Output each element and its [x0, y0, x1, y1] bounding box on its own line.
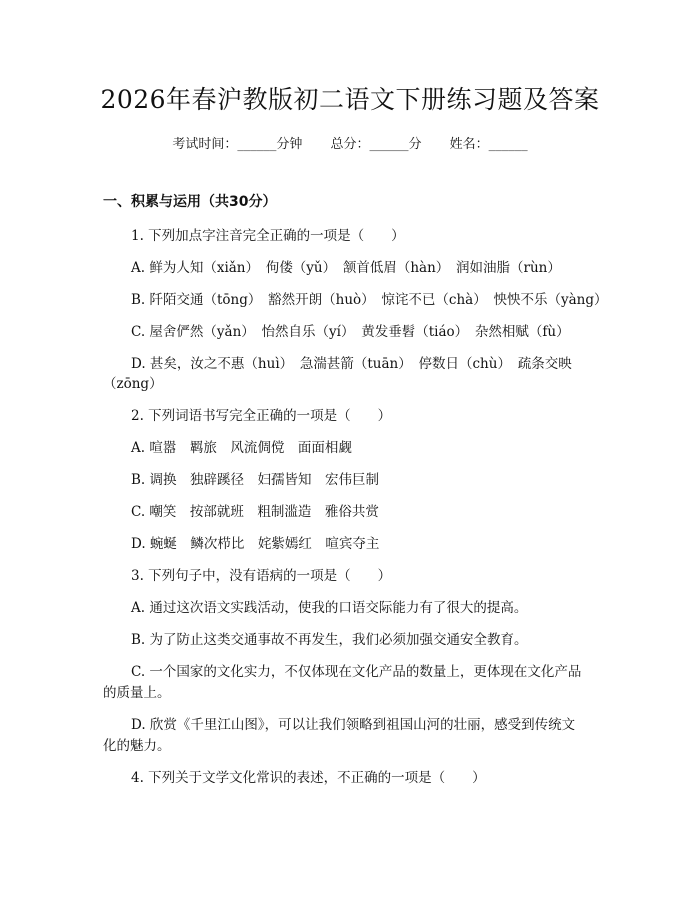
question-2-option-b: B. 调换 独辟蹊径 妇孺皆知 宏伟巨制	[131, 472, 380, 488]
question-4-stem: 4. 下列关于文学文化常识的表述，不正确的一项是（ ）	[131, 770, 486, 786]
question-3-option-b: B. 为了防止这类交通事故不再发生，我们必须加强交通安全教育。	[131, 632, 528, 648]
question-3-option-d-cont: 化的魅力。	[103, 738, 171, 754]
question-1-option-a: A. 鲜为人知（xiǎn） 佝偻（yǔ） 颔首低眉（hàn） 润如油脂（rùn）	[131, 260, 561, 276]
question-2-option-a: A. 喧嚣 羁旅 风流倜傥 面面相觑	[131, 440, 352, 456]
exam-time-field: 考试时间：______分钟	[172, 137, 303, 152]
question-2-option-d: D. 蜿蜒 鳞次栉比 姹紫嫣红 喧宾夺主	[131, 536, 380, 552]
question-1-option-d-cont: （zōng）	[103, 376, 163, 392]
question-3-option-c: C. 一个国家的文化实力，不仅体现在文化产品的数量上，更体现在文化产品	[131, 664, 582, 680]
question-1-option-c: C. 屋舍俨然（yǎn） 怡然自乐（yí） 黄发垂髫（tiáo） 杂然相赋（fù）	[131, 324, 570, 340]
question-3-option-d: D. 欣赏《千里江山图》，可以让我们领略到祖国山河的壮丽，感受到传统文	[131, 717, 576, 733]
question-1-option-d: D. 甚矣，汝之不惠（huì） 急湍甚箭（tuān） 停数日（chù） 疏条交映	[131, 356, 572, 372]
question-1-option-b: B. 阡陌交通（tōng） 豁然开朗（huò） 惊诧不已（chà） 怏怏不乐（yàng）	[131, 292, 608, 308]
question-3-option-c-cont: 的质量上。	[103, 685, 171, 701]
question-3-option-a: A. 通过这次语文实践活动，使我的口语交际能力有了很大的提高。	[131, 600, 528, 616]
exam-name-field: 姓名：______	[449, 137, 528, 152]
exam-title: 2026年春沪教版初二语文下册练习题及答案	[100, 85, 600, 114]
question-1-stem: 1. 下列加点字注音完全正确的一项是（ ）	[131, 228, 405, 244]
question-3-stem: 3. 下列句子中，没有语病的一项是（ ）	[131, 568, 392, 584]
section-heading: 一、积累与运用（共30分）	[103, 194, 277, 210]
question-2-option-c: C. 嘲笑 按部就班 粗制滥造 雅俗共赏	[131, 504, 379, 520]
question-2-stem: 2. 下列词语书写完全正确的一项是（ ）	[131, 408, 392, 424]
exam-score-field: 总分：______分	[330, 137, 422, 152]
exam-info-row	[0, 133, 700, 152]
